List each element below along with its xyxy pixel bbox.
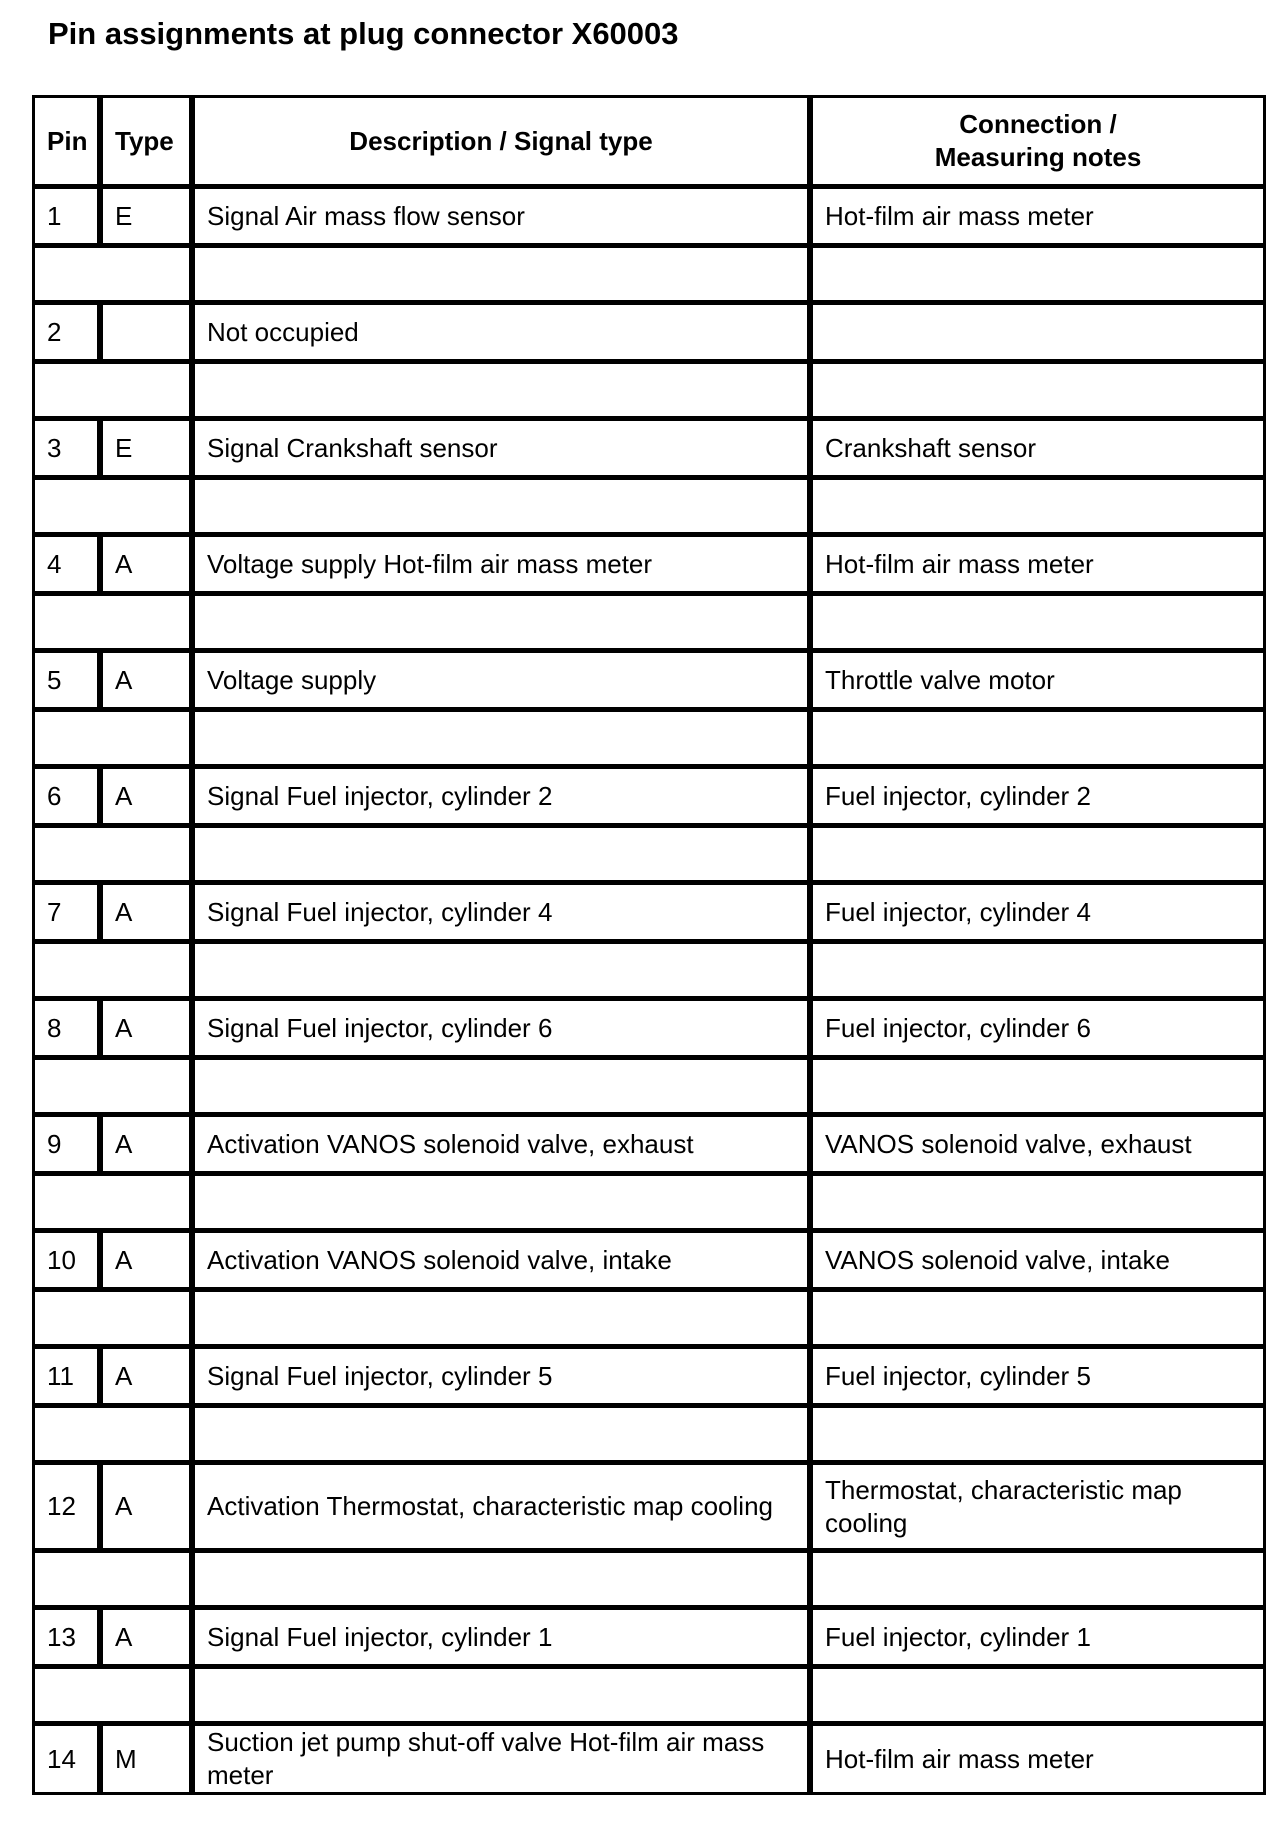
spacer-row	[35, 1292, 1263, 1349]
type-cell: A	[103, 885, 195, 944]
spacer-description-cell	[195, 248, 813, 305]
connection-cell: Throttle valve motor	[813, 653, 1263, 712]
table-row	[35, 1726, 1263, 1792]
spacer-pin-type-cell	[35, 248, 195, 305]
spacer-row	[35, 1553, 1263, 1610]
page-title: Pin assignments at plug connector X60003	[48, 16, 679, 51]
pin-cell: 4	[35, 537, 103, 596]
table-row	[35, 885, 1263, 944]
spacer-pin-type-cell	[35, 1669, 195, 1726]
description-cell: Signal Fuel injector, cylinder 4	[195, 885, 813, 944]
table-row	[35, 1465, 1263, 1553]
pin-cell: 9	[35, 1117, 103, 1176]
spacer-row	[35, 712, 1263, 769]
table-row	[35, 769, 1263, 828]
spacer-row	[35, 480, 1263, 537]
connection-cell	[813, 305, 1263, 364]
description-cell: Signal Air mass flow sensor	[195, 189, 813, 248]
pin-cell: 7	[35, 885, 103, 944]
spacer-description-cell	[195, 364, 813, 421]
table-header-row	[35, 98, 1263, 189]
table-row	[35, 1117, 1263, 1176]
table-row	[35, 653, 1263, 712]
pin-cell: 2	[35, 305, 103, 364]
type-cell: M	[103, 1726, 195, 1792]
description-cell: Not occupied	[195, 305, 813, 364]
type-cell: E	[103, 189, 195, 248]
connection-cell: Fuel injector, cylinder 1	[813, 1610, 1263, 1669]
connection-cell: Hot-film air mass meter	[813, 189, 1263, 248]
description-cell: Signal Crankshaft sensor	[195, 421, 813, 480]
connection-cell: Crankshaft sensor	[813, 421, 1263, 480]
spacer-connection-cell	[813, 364, 1263, 421]
pin-cell: 10	[35, 1233, 103, 1292]
spacer-connection-cell	[813, 712, 1263, 769]
connection-cell: Hot-film air mass meter	[825, 1743, 1094, 1774]
spacer-connection-cell	[813, 1176, 1263, 1233]
header-type: Type	[103, 98, 195, 189]
type-cell: A	[103, 1465, 195, 1553]
type-cell: A	[103, 769, 195, 828]
type-cell: A	[103, 653, 195, 712]
header-description: Description / Signal type	[195, 98, 813, 189]
connection-cell: Fuel injector, cylinder 2	[813, 769, 1263, 828]
spacer-pin-type-cell	[35, 480, 195, 537]
spacer-description-cell	[195, 480, 813, 537]
spacer-connection-cell	[813, 480, 1263, 537]
connection-cell: Hot-film air mass meter	[813, 537, 1263, 596]
table-body	[35, 189, 1263, 1792]
description-cell: Suction jet pump shut-off valve Hot-film air mass meter	[195, 1726, 813, 1792]
spacer-connection-cell	[813, 944, 1263, 1001]
type-cell: A	[103, 1610, 195, 1669]
spacer-row	[35, 364, 1263, 421]
pin-cell: 1	[35, 189, 103, 248]
table-row	[35, 189, 1263, 248]
spacer-row	[35, 1408, 1263, 1465]
table-row	[35, 421, 1263, 480]
spacer-connection-cell	[813, 1060, 1263, 1117]
spacer-connection-cell	[813, 596, 1263, 653]
connection-cell: Fuel injector, cylinder 6	[813, 1001, 1263, 1060]
spacer-pin-type-cell	[35, 1060, 195, 1117]
spacer-pin-type-cell	[35, 1176, 195, 1233]
pin-cell: 6	[35, 769, 103, 828]
table-row	[35, 1233, 1263, 1292]
table-row	[35, 1610, 1263, 1669]
header-connection-line1: Connection /	[959, 109, 1117, 139]
type-cell: A	[103, 1233, 195, 1292]
spacer-pin-type-cell	[35, 944, 195, 1001]
type-cell: A	[103, 1001, 195, 1060]
description-cell: Activation VANOS solenoid valve, exhaust	[195, 1117, 813, 1176]
spacer-row	[35, 944, 1263, 1001]
pin-cell: 3	[35, 421, 103, 480]
spacer-description-cell	[195, 712, 813, 769]
pin-cell: 14	[35, 1726, 103, 1792]
spacer-pin-type-cell	[35, 828, 195, 885]
pin-cell: 8	[35, 1001, 103, 1060]
spacer-description-cell	[195, 944, 813, 1001]
spacer-description-cell	[195, 1292, 813, 1349]
connection-cell: Fuel injector, cylinder 5	[813, 1349, 1263, 1408]
pin-assignment-table	[32, 95, 1266, 1795]
table-row	[35, 1001, 1263, 1060]
spacer-row	[35, 1176, 1263, 1233]
spacer-description-cell	[195, 1176, 813, 1233]
connection-cell: Thermostat, characteristic map cooling	[813, 1465, 1263, 1553]
pin-cell: 5	[35, 653, 103, 712]
spacer-connection-cell	[813, 1553, 1263, 1610]
pin-cell: 13	[35, 1610, 103, 1669]
table-row	[35, 305, 1263, 364]
table-row	[35, 537, 1263, 596]
spacer-connection-cell	[813, 828, 1263, 885]
connection-cell: VANOS solenoid valve, intake	[813, 1233, 1263, 1292]
spacer-connection-cell	[813, 1669, 1263, 1726]
pin-cell: 11	[35, 1349, 103, 1408]
type-cell: A	[103, 537, 195, 596]
spacer-row	[35, 1669, 1263, 1726]
table-row	[35, 1349, 1263, 1408]
header-connection	[813, 98, 1263, 189]
spacer-description-cell	[195, 828, 813, 885]
description-cell: Signal Fuel injector, cylinder 1	[195, 1610, 813, 1669]
type-cell: E	[103, 421, 195, 480]
spacer-row	[35, 828, 1263, 885]
description-cell: Voltage supply	[195, 653, 813, 712]
description-cell: Signal Fuel injector, cylinder 6	[195, 1001, 813, 1060]
spacer-pin-type-cell	[35, 1408, 195, 1465]
spacer-description-cell	[195, 596, 813, 653]
connection-cell: VANOS solenoid valve, exhaust	[813, 1117, 1263, 1176]
header-pin: Pin	[35, 98, 103, 189]
spacer-pin-type-cell	[35, 1553, 195, 1610]
connection-cell: Fuel injector, cylinder 4	[813, 885, 1263, 944]
description-cell: Signal Fuel injector, cylinder 5	[195, 1349, 813, 1408]
spacer-connection-cell	[813, 248, 1263, 305]
spacer-row	[35, 596, 1263, 653]
spacer-row	[35, 1060, 1263, 1117]
type-cell: A	[103, 1349, 195, 1408]
spacer-pin-type-cell	[35, 1292, 195, 1349]
pin-cell: 12	[35, 1465, 103, 1553]
type-cell	[103, 305, 195, 364]
spacer-description-cell	[195, 1553, 813, 1610]
description-cell: Activation VANOS solenoid valve, intake	[195, 1233, 813, 1292]
spacer-row	[35, 248, 1263, 305]
description-cell: Signal Fuel injector, cylinder 2	[195, 769, 813, 828]
description-cell: Activation Thermostat, characteristic map cooling	[195, 1465, 813, 1553]
spacer-pin-type-cell	[35, 596, 195, 653]
description-cell: Voltage supply Hot-film air mass meter	[195, 537, 813, 596]
type-cell: A	[103, 1117, 195, 1176]
spacer-pin-type-cell	[35, 712, 195, 769]
spacer-pin-type-cell	[35, 364, 195, 421]
spacer-connection-cell	[813, 1408, 1263, 1465]
header-connection-line2: Measuring notes	[934, 142, 1142, 172]
spacer-connection-cell	[813, 1292, 1263, 1349]
spacer-description-cell	[195, 1669, 813, 1726]
spacer-description-cell	[195, 1408, 813, 1465]
spacer-description-cell	[195, 1060, 813, 1117]
